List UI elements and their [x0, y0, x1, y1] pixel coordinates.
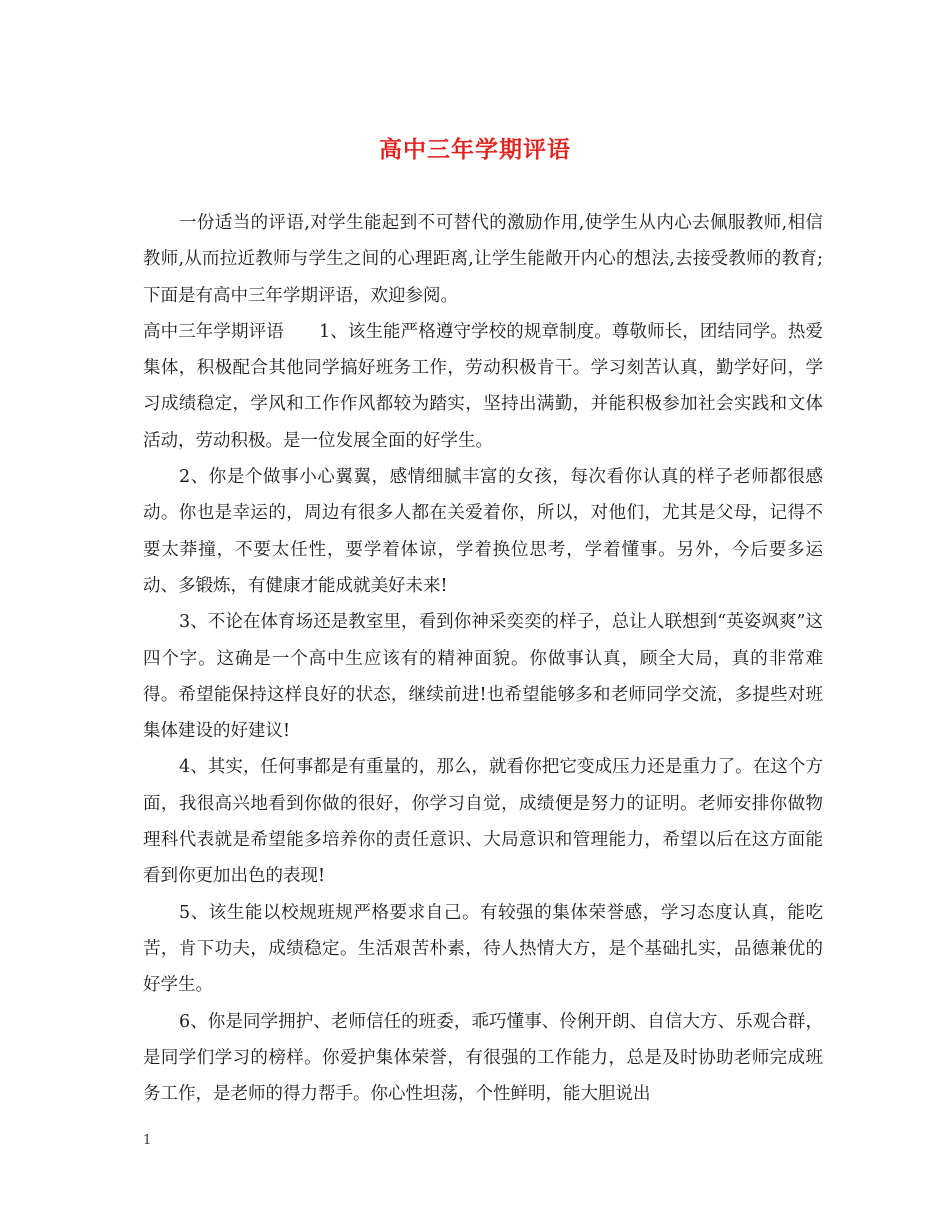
intro-paragraph: 一份适当的评语,对学生能起到不可替代的激励作用,使学生从内心去佩服教师,相信教师,从而拉近教师与学生之间的心理距离,让学生能敞开内心的想法,去接受教师的教育;下面是有高中三年学期评语，欢迎参阅。: [143, 213, 823, 306]
document-body: [143, 205, 823, 1112]
comment-paragraph-6: 6、你是同学拥护、老师信任的班委，乖巧懂事、伶俐开朗、自信大方、乐观合群，是同学们学习的榜样。你爱护集体荣誉，有很强的工作能力，总是及时协助老师完成班务工作，是老师的得力帮手。你心性坦荡，个性鲜明，能大胆说出: [143, 1011, 823, 1105]
comment-paragraph-2: 2、你是个做事小心翼翼，感情细腻丰富的女孩，每次看你认真的样子老师都很感动。你也是幸运的，周边有很多人都在关爱着你，所以，对他们，尤其是父母，记得不要太莽撞，不要太任性，要学着体谅，学着换位思考，学着懂事。另外，今后要多运动、多锻炼，有健康才能成就美好未来!: [143, 467, 823, 596]
page-number: 1: [143, 1133, 152, 1148]
comment-paragraph-3: 3、不论在体育场还是教室里，看到你神采奕奕的样子，总让人联想到“英姿飒爽”这四个字。这确是一个高中生应该有的精神面貌。你做事认真，顾全大局，真的非常难得。希望能保持这样良好的状态，继续前进!也希望能够多和老师同学交流，多提些对班集体建设的好建议!: [143, 612, 823, 742]
comment-paragraph-1: 高中三年学期评语 1、该生能严格遵守学校的规章制度。尊敬师长，团结同学。热爱集体，积极配合其他同学搞好班务工作，劳动积极肯干。学习刻苦认真，勤学好问，学习成绩稳定，学风和工作作风都较为踏实，坚持出满勤，并能积极参加社会实践和文体活动，劳动积极。是一位发展全面的好学生。: [143, 321, 823, 451]
comment-paragraph-5: 5、该生能以校规班规严格要求自己。有较强的集体荣誉感，学习态度认真，能吃苦，肯下功夫，成绩稳定。生活艰苦朴素，待人热情大方，是个基础扎实，品德兼优的好学生。: [143, 902, 823, 996]
comment-paragraph-4: 4、其实，任何事都是有重量的，那么，就看你把它变成压力还是重力了。在这个方面，我很高兴地看到你做的很好，你学习自觉，成绩便是努力的证明。老师安排你做物理科代表就是希望能多培养你的责任意识、大局意识和管理能力，希望以后在这方面能看到你更加出色的表现!: [143, 757, 823, 887]
document-title: 高中三年学期评语: [379, 136, 571, 163]
